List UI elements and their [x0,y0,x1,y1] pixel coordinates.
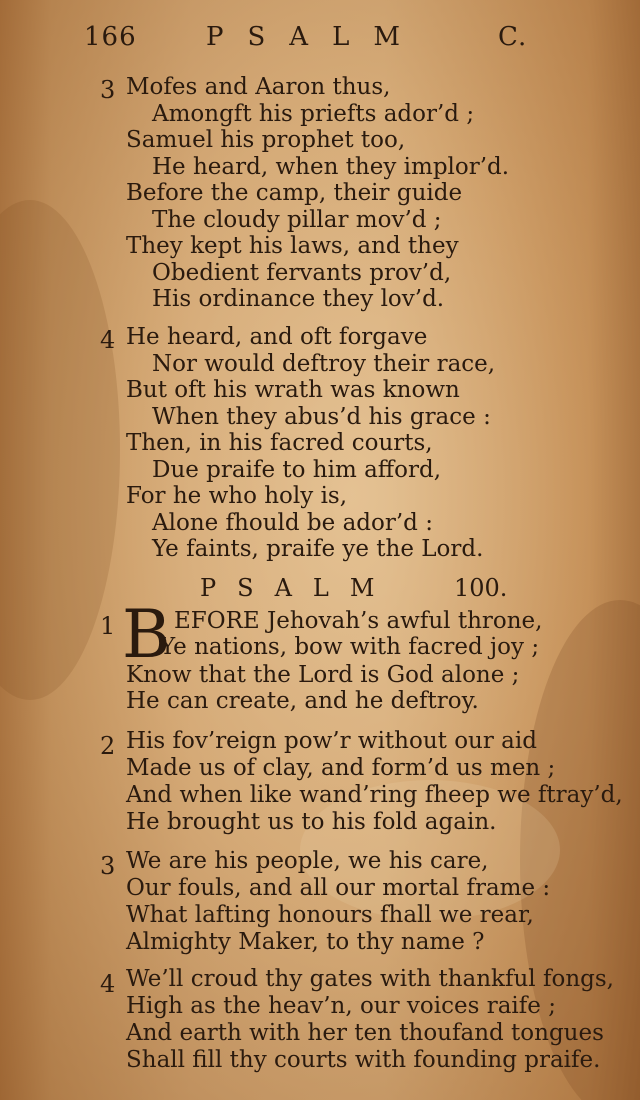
page-number: 166 [84,22,137,52]
verse-line: Due praife to him afford, [152,457,442,483]
psalm-title-word: PSALM [200,574,396,602]
header-psalm-ref: C. [498,22,528,52]
verse-line: EFORE Jehovah’s awful throne, [174,608,543,634]
verse-line: Ye nations, bow with facred joy ; [160,634,540,660]
verse-line: They kept his laws, and they [126,233,459,259]
running-header [84,22,554,56]
verse-line: We’ll croud thy gates with thankful fongs, [126,966,614,992]
verse-line: He can create, and he deftroy. [126,688,479,714]
psalm-title-number: 100. [454,574,508,602]
verse-line: Our fouls, and all our mortal frame : [126,875,551,901]
verse-number: 4 [100,970,116,998]
verse-number: 3 [100,852,116,880]
header-title: PSALM [206,22,424,52]
verse-line: High as the heav’n, our voices raife ; [126,993,556,1019]
verse-number: 4 [100,326,116,354]
verse-line: What lafting honours fhall we rear, [126,902,534,928]
verse-line: When they abus’d his grace : [152,404,491,430]
verse-line: Obedient fervants prov’d, [152,260,452,286]
verse-line: He heard, when they implor’d. [152,154,510,180]
verse-line: Amongft his priefts ador’d ; [152,101,475,127]
verse-line: His ordinance they lov’d. [152,286,445,312]
verse-line: Made us of clay, and form’d us men ; [126,755,556,781]
verse-line: Samuel his prophet too, [126,127,406,153]
verse-line: Nor would deftroy their race, [152,351,496,377]
verse-line: And when like wand’ring fheep we ftray’d, [126,782,623,808]
drop-cap: B [122,596,171,673]
verse-line: Then, in his facred courts, [126,430,433,456]
verse-line: Shall fill thy courts with founding praife. [126,1047,601,1073]
verse-line: Know that the Lord is God alone ; [126,662,520,688]
verse-line: And earth with her ten thoufand tongues [126,1020,604,1046]
verse-line: Ye faints, praife ye the Lord. [152,536,484,562]
verse-line: The cloudy pillar mov’d ; [152,207,442,233]
verse-line: We are his people, we his care, [126,848,489,874]
verse-number: 3 [100,76,116,104]
verse-line: He heard, and oft forgave [126,324,428,350]
psalm-100-title [200,574,520,602]
verse-line: Mofes and Aaron thus, [126,74,391,100]
verse-line: Before the camp, their guide [126,180,463,206]
verse-line: Almighty Maker, to thy name ? [126,929,485,955]
verse-number: 2 [100,732,116,760]
verse-line: For he who holy is, [126,483,348,509]
verse-line: His fov’reign pow’r without our aid [126,728,537,754]
verse-line: Alone fhould be ador’d : [152,510,433,536]
verse-line: He brought us to his fold again. [126,809,497,835]
verse-line: But oft his wrath was known [126,377,460,403]
verse-number: 1 [100,612,116,640]
